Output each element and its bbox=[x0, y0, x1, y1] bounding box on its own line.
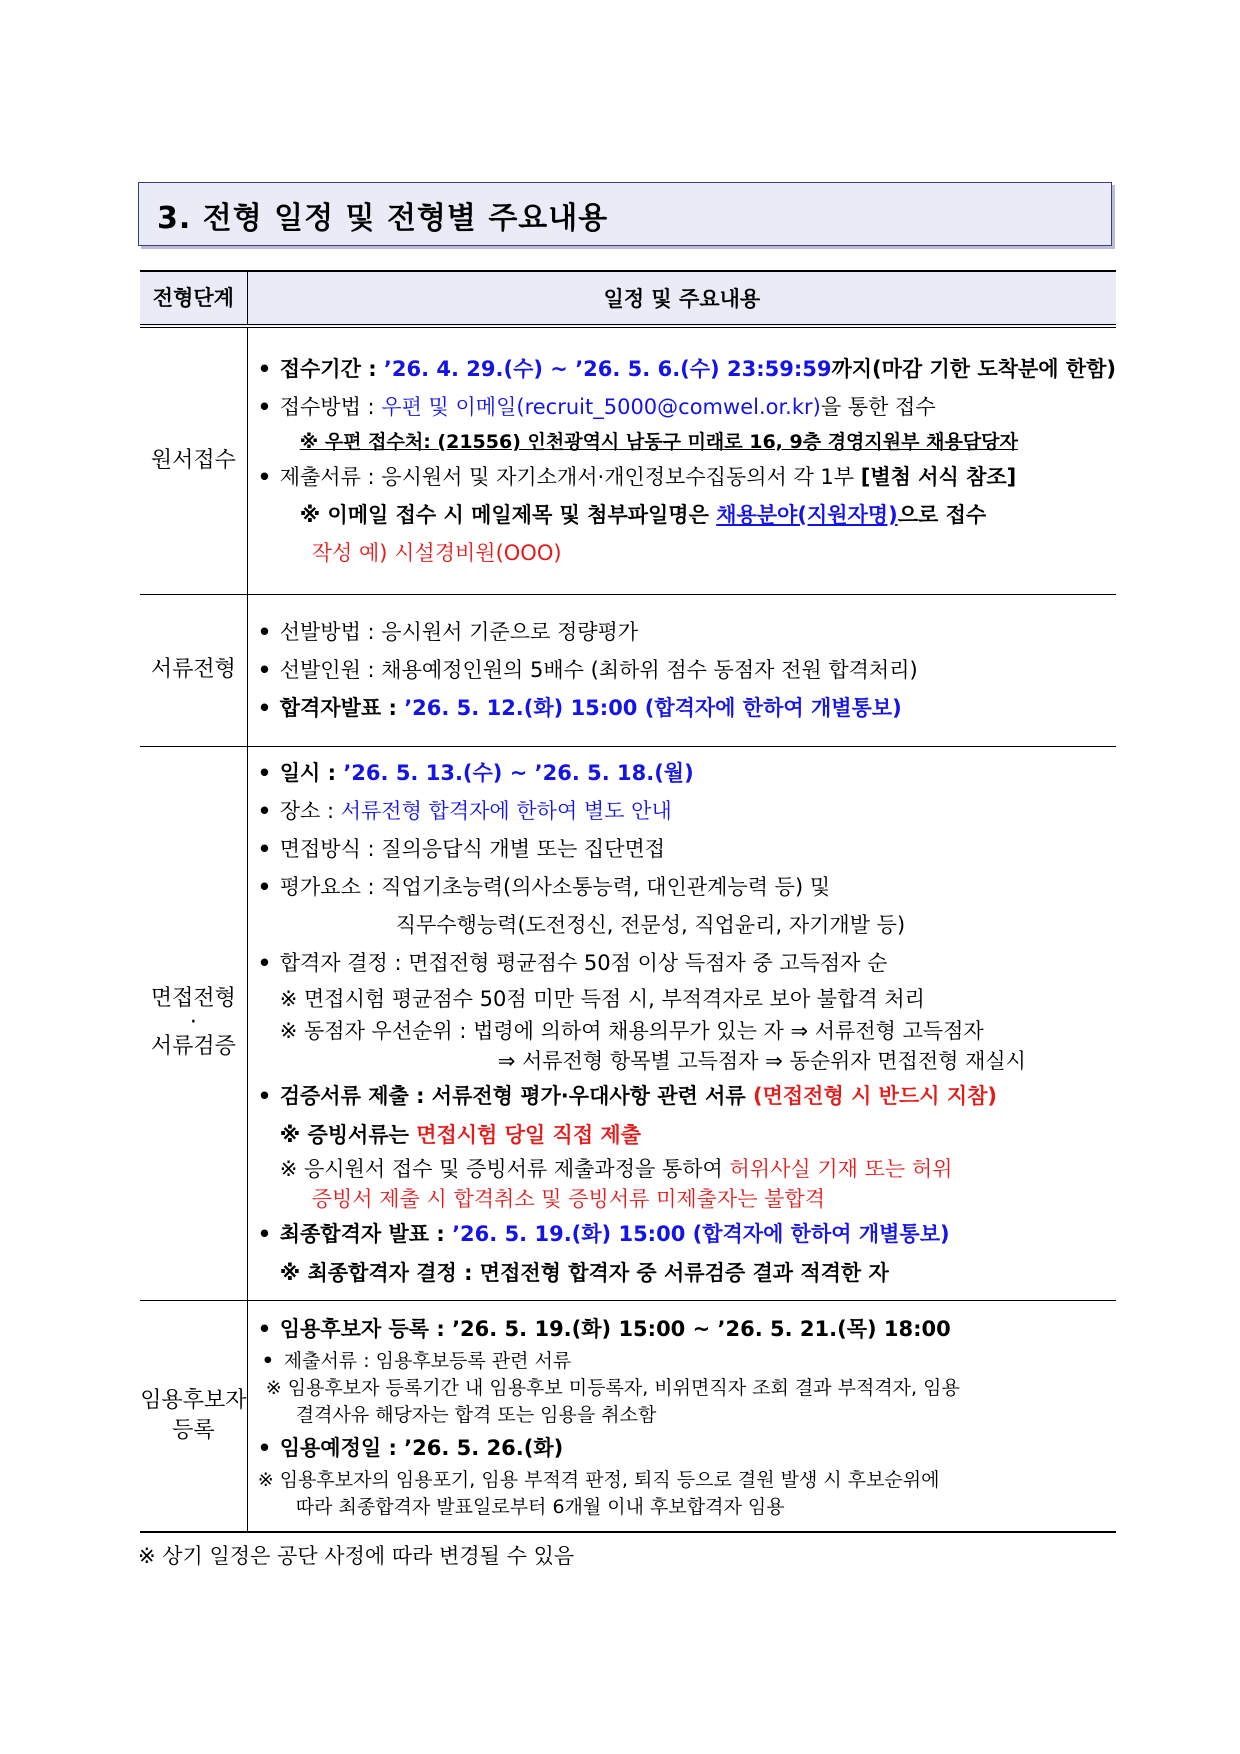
list-item: ⇒ 서류전형 항목별 고득점자 ⇒ 동순위자 면접전형 재실시 bbox=[497, 1049, 1026, 1073]
list-item: • 제출서류 : 임용후보등록 관련 서류 bbox=[258, 1348, 1116, 1375]
list-item: • 선발인원 : 채용예정인원의 5배수 (최하위 점수 동점자 전원 합격처리) bbox=[258, 651, 1116, 689]
list-item: • 검증서류 제출 : 서류전형 평가·우대사항 관련 서류 (면접전형 시 반드시 지참) bbox=[258, 1076, 1116, 1116]
stage-label: 등록 bbox=[172, 1417, 215, 1443]
content-cell bbox=[247, 1300, 1116, 1532]
list-item: 따라 최종합격자 발표일로부터 6개월 이내 후보합격자 임용 bbox=[295, 1496, 785, 1519]
list-item: • 평가요소 : 직업기초능력(의사소통능력, 대인관계능력 등) 및 bbox=[258, 868, 1116, 906]
list-item: • 접수방법 : 우편 및 이메일(recruit_5000@comwel.or.kr)을 통한 접수 bbox=[258, 388, 1116, 426]
table-row bbox=[140, 746, 1116, 1300]
content-cell bbox=[247, 746, 1116, 1300]
schedule-table bbox=[140, 270, 1116, 1533]
list-item: • 장소 : 서류전형 합격자에 한하여 별도 안내 bbox=[258, 792, 1116, 830]
list-item: ※ 임용후보자 등록기간 내 임용후보 미등록자, 비위면직자 조회 결과 부적격자, 임용 bbox=[265, 1377, 960, 1400]
list-item: • 임용후보자 등록 : ’26. 5. 19.(화) 15:00 ~ ’26. 5. 21.(목) 18:00 bbox=[258, 1310, 1116, 1348]
table-row bbox=[140, 594, 1116, 746]
table-header-row bbox=[140, 271, 1116, 326]
list-item: 작성 예) 시설경비원(OOO) bbox=[311, 540, 562, 565]
stage-label: 임용후보자 bbox=[140, 1387, 247, 1413]
list-item: • 합격자발표 : ’26. 5. 12.(화) 15:00 (합격자에 한하여 개별통보) bbox=[258, 689, 1116, 727]
list-item: • 면접방식 : 질의응답식 개별 또는 집단면접 bbox=[258, 830, 1116, 868]
list-item: • 선발방법 : 응시원서 기준으로 정량평가 bbox=[258, 613, 1116, 651]
stage-label: 원서접수 bbox=[150, 447, 236, 473]
list-item: ※ 우편 접수처: (21556) 인천광역시 남동구 미래로 16, 9층 경영지원부 채용담당자 bbox=[299, 430, 1018, 453]
footnote: ※ 상기 일정은 공단 사정에 따라 변경될 수 있음 bbox=[138, 1544, 575, 1568]
header-stage: 전형단계 bbox=[140, 271, 247, 326]
content-cell bbox=[247, 594, 1116, 746]
list-item: ※ 동점자 우선순위 : 법령에 의하여 채용의무가 있는 자 ⇒ 서류전형 고득점자 bbox=[279, 1019, 984, 1043]
list-item: ※ 증빙서류는 면접시험 당일 직접 제출 bbox=[279, 1123, 641, 1147]
content-cell bbox=[247, 326, 1116, 594]
list-item: • 임용예정일 : ’26. 5. 26.(화) bbox=[258, 1429, 1116, 1467]
stage-label: · bbox=[189, 1010, 197, 1035]
list-item: • 제출서류 : 응시원서 및 자기소개서·개인정보수집동의서 각 1부 [별첨 서식 참조] bbox=[258, 458, 1116, 496]
table-row bbox=[140, 326, 1116, 594]
list-item: ※ 임용후보자의 임용포기, 임용 부적격 판정, 퇴직 등으로 결원 발생 시 후보순위에 bbox=[257, 1469, 940, 1492]
stage-cell bbox=[140, 746, 247, 1300]
list-item: 직무수행능력(도전정신, 전문성, 직업윤리, 자기개발 등) bbox=[395, 913, 906, 937]
list-item: • 일시 : ’26. 5. 13.(수) ~ ’26. 5. 18.(월) bbox=[258, 754, 1116, 792]
header-content: 일정 및 주요내용 bbox=[247, 271, 1116, 326]
section-title-box bbox=[138, 182, 1112, 246]
list-item: 증빙서 제출 시 합격취소 및 증빙서류 미제출자는 불합격 bbox=[311, 1187, 826, 1211]
list-item: 결격사유 해당자는 합격 또는 임용을 취소함 bbox=[295, 1404, 657, 1427]
section-title: 3. 전형 일정 및 전형별 주요내용 bbox=[157, 201, 609, 236]
list-item: • 최종합격자 발표 : ’26. 5. 19.(화) 15:00 (합격자에 한하여 개별통보) bbox=[258, 1214, 1116, 1254]
list-item: ※ 면접시험 평균점수 50점 미만 득점 시, 부적격자로 보아 불합격 처리 bbox=[279, 987, 925, 1011]
stage-label: 서류전형 bbox=[150, 657, 236, 682]
stage-cell bbox=[140, 594, 247, 746]
list-item: ※ 응시원서 접수 및 증빙서류 제출과정을 통하여 허위사실 기재 또는 허위 bbox=[279, 1157, 953, 1181]
stage-label: 서류검증 bbox=[150, 1034, 236, 1059]
stage-label: 면접전형 bbox=[150, 986, 236, 1011]
list-item: ※ 이메일 접수 시 메일제목 및 첨부파일명은 채용분야(지원자명)으로 접수 bbox=[299, 502, 987, 527]
table-row bbox=[140, 1300, 1116, 1532]
stage-cell bbox=[140, 1300, 247, 1532]
list-item: • 접수기간 : ’26. 4. 29.(수) ~ ’26. 5. 6.(수) 23:59:59까지(마감 기한 도착분에 한함) bbox=[258, 350, 1116, 388]
list-item: • 합격자 결정 : 면접전형 평균점수 50점 이상 득점자 중 고득점자 순 bbox=[258, 944, 1116, 982]
list-item: ※ 최종합격자 결정 : 면접전형 합격자 중 서류검증 결과 적격한 자 bbox=[279, 1261, 889, 1285]
stage-cell bbox=[140, 326, 247, 594]
